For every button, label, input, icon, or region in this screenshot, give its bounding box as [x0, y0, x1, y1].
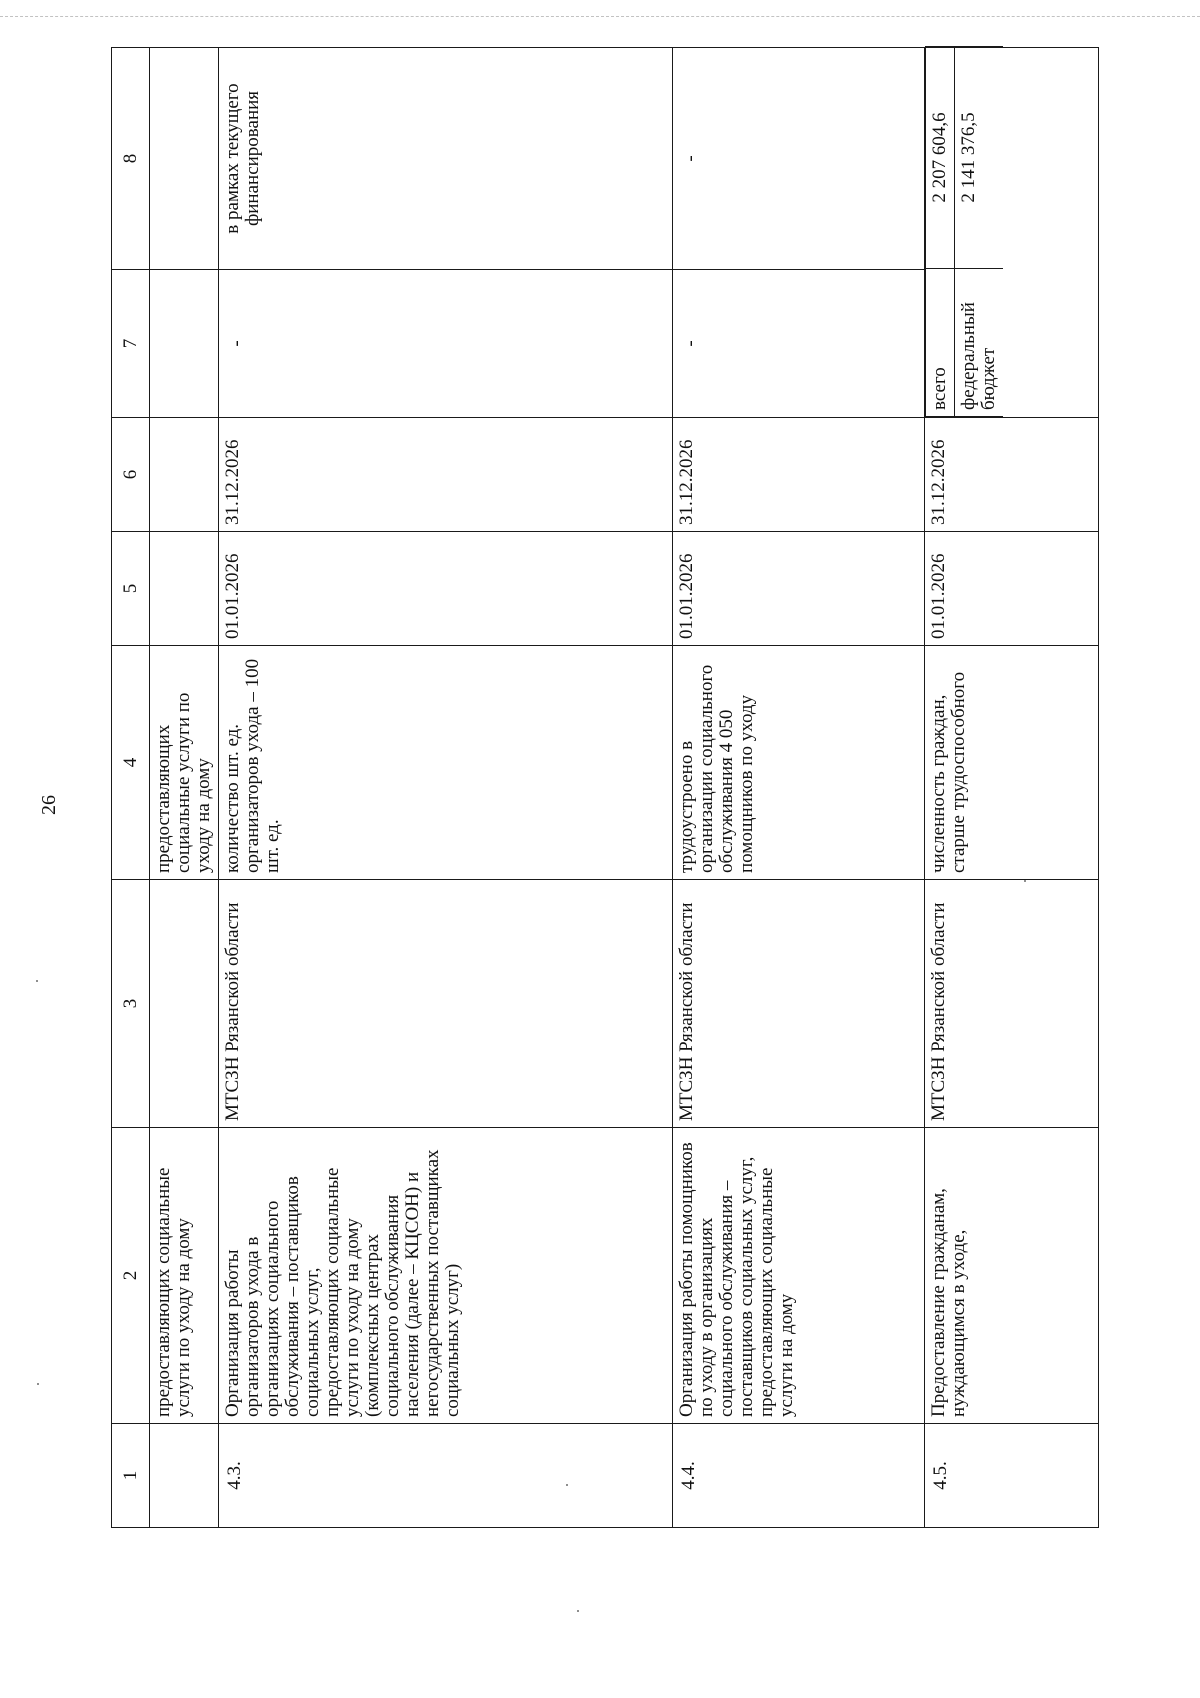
header-cell: 4 — [112, 646, 150, 880]
financing-amount: 2 207 604,6 — [926, 47, 955, 269]
table-row — [150, 48, 219, 1528]
scan-speck — [36, 980, 38, 982]
cell-indicator: количество шт. ед. организаторов ухода – 100 шт. ед. — [219, 646, 673, 880]
cell-name: Предоставление гражданам, нуждающимся в уходе, — [925, 1128, 1099, 1424]
financing-source: федеральный бюджет — [955, 269, 1004, 417]
financing-row — [955, 47, 1004, 417]
cell-source: - — [673, 270, 925, 418]
header-cell: 7 — [112, 270, 150, 418]
header-cell: 3 — [112, 880, 150, 1128]
financing-amount: 2 141 376,5 — [955, 47, 1004, 269]
cell-end: 31.12.2026 — [673, 418, 925, 532]
cell-start: 01.01.2026 — [925, 532, 1099, 646]
cell-end — [150, 418, 219, 532]
header-cell: 1 — [112, 1424, 150, 1528]
cell-executor: МТСЗН Рязанской области — [219, 880, 673, 1128]
header-cell: 2 — [112, 1128, 150, 1424]
header-cell: 6 — [112, 418, 150, 532]
header-cell: 5 — [112, 532, 150, 646]
table-rotation — [111, 48, 1099, 1528]
cell-name: Организация работы помощников по уходу в организациях социального обслуживания – поставщиков социальных услуг, предоставляющих социальные услуги на дому — [673, 1128, 925, 1424]
cell-start — [150, 532, 219, 646]
cell-executor: МТСЗН Рязанской области — [925, 880, 1099, 1128]
measures-table — [111, 47, 1099, 1528]
table-row — [673, 48, 925, 1528]
financing-source: всего — [926, 269, 955, 417]
cell-executor: МТСЗН Рязанской области — [673, 880, 925, 1128]
cell-name: Организация работы организаторов ухода в организациях социального обслуживания – поставщиков социальных услуг, предоставляющих социальные услуги по уходу на дому (комплексных центрах социального обслуживания населения (далее – КЦСОН) и негосударственных поставщиках социальных услуг) — [219, 1128, 673, 1424]
cell-amount: - — [673, 48, 925, 270]
scan-speck — [37, 1383, 39, 1385]
cell-indicator: предоставляющих социальные услуги по уходу на дому — [150, 646, 219, 880]
cell-source: - — [219, 270, 673, 418]
cell-start: 01.01.2026 — [219, 532, 673, 646]
scan-edge-line — [0, 16, 1200, 17]
cell-num: 4.3. — [219, 1424, 673, 1528]
cell-amount — [150, 48, 219, 270]
cell-source — [150, 270, 219, 418]
cell-num: 4.4. — [673, 1424, 925, 1528]
page-number: 26 — [38, 795, 60, 815]
cell-end: 31.12.2026 — [925, 418, 1099, 532]
scan-speck — [577, 1610, 579, 1612]
header-cell: 8 — [112, 48, 150, 270]
cell-indicator: численность граждан, старше трудоспособного — [925, 646, 1099, 880]
financing-subtable — [925, 46, 1003, 417]
table-row — [219, 48, 673, 1528]
financing-row — [926, 47, 955, 417]
cell-name: предоставляющих социальные услуги по уходу на дому — [150, 1128, 219, 1424]
cell-financing — [925, 48, 1099, 418]
cell-num: 4.5. — [925, 1424, 1099, 1528]
cell-start: 01.01.2026 — [673, 532, 925, 646]
cell-indicator: трудоустроено в организации социального обслуживания 4 050 помощников по уходу — [673, 646, 925, 880]
cell-amount: в рамках текущего финансирования — [219, 48, 673, 270]
cell-num — [150, 1424, 219, 1528]
table-row — [925, 48, 1099, 1528]
cell-executor — [150, 880, 219, 1128]
cell-end: 31.12.2026 — [219, 418, 673, 532]
table-header-row — [112, 48, 150, 1528]
rotated-table-area — [111, 48, 1099, 1528]
